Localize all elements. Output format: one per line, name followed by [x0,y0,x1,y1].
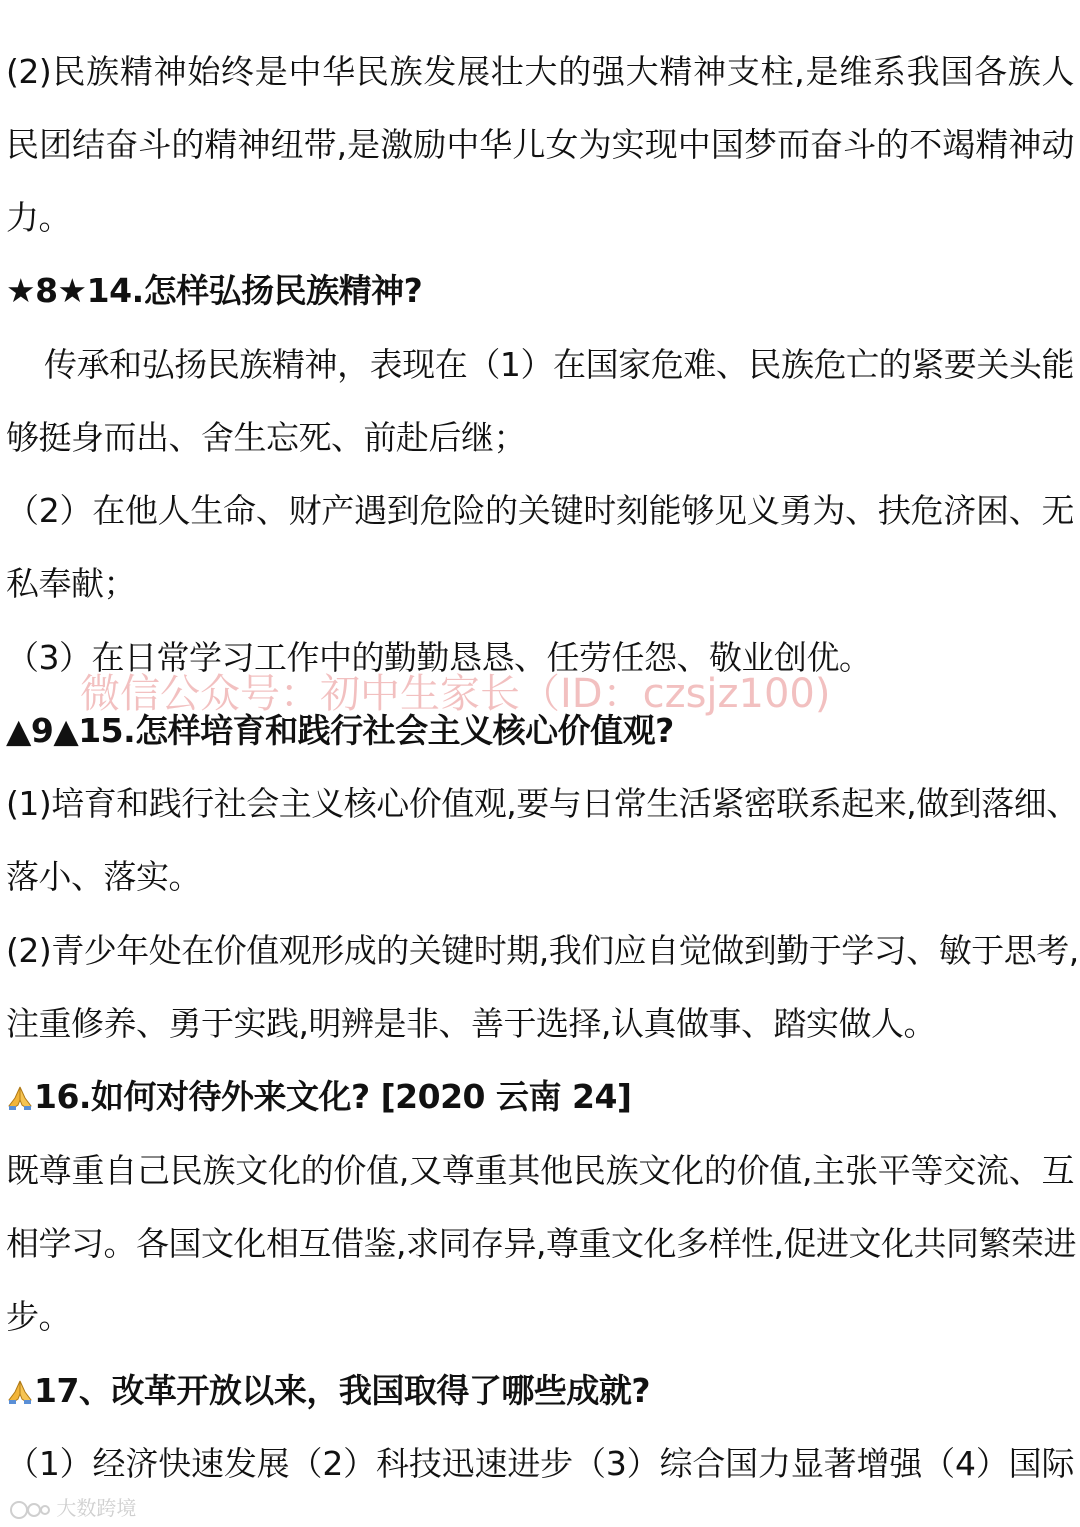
paragraph-line: 步。 [6,1297,71,1336]
paragraph-line: （1）经济快速发展（2）科技迅速进步（3）综合国力显著增强（4）国际 [6,1444,1074,1483]
heading-q17-text: 17、改革开放以来，我国取得了哪些成就? [34,1371,651,1410]
heading-q14 [6,271,1074,311]
paragraph-line: (1)培育和践行社会主义核心价值观,要与日常生活紧密联系起来,做到落细、 [6,784,1079,823]
footer-watermark-logo [10,1495,136,1521]
heading-q16 [6,1077,1074,1117]
paragraph-line: 相学习。各国文化相互借鉴,求同存异,尊重文化多样性,促进文化共同繁荣进 [6,1224,1076,1263]
paragraph-line: 够挺身而出、舍生忘死、前赴后继； [6,418,526,457]
heading-q15 [6,711,1074,751]
triangle-marker: ▲9▲ [6,711,79,750]
paragraph-line: 民团结奋斗的精神纽带,是激励中华儿女为实现中国梦而奋斗的不竭精神动 [6,125,1074,164]
footer-logo-text: 大数跨境 [56,1496,137,1520]
paragraph-line: 落小、落实。 [6,857,201,896]
paragraph-line: 注重修养、勇于实践,明辨是非、善于选择,认真做事、踏实做人。 [6,1004,936,1043]
paragraph-line: 既尊重自己民族文化的价值,又尊重其他民族文化的价值,主张平等交流、互 [6,1151,1074,1190]
paragraph-line: （3）在日常学习工作中的勤勤恳恳、任劳任怨、敬业创优。 [6,638,872,677]
paragraph-line: （2）在他人生命、财产遇到危险的关键时刻能够见义勇为、扶危济困、无 [6,491,1074,530]
paragraph-line: 力。 [6,198,71,237]
heading-q15-text: 15.怎样培育和践行社会主义核心价值观? [78,711,674,750]
paragraph-line-text: 传承和弘扬民族精神，表现在（1）在国家危难、民族危亡的紧要关头能 [34,345,1074,384]
paragraph-line: 私奉献； [6,564,136,603]
paragraph-line [6,345,1074,385]
paragraph-line: (2)民族精神始终是中华民族发展壮大的强大精神支柱,是维系我国各族人 [6,52,1074,91]
paragraph-line: (2)青少年处在价值观形成的关键时期,我们应自觉做到勤于学习、敏于思考, [6,931,1079,970]
praying-hands-icon [6,1378,34,1406]
star-marker: ★8★ [6,271,87,310]
watermark-text: 微信公众号：初中生家长（ID：czsjz100) [80,671,831,717]
heading-q17 [6,1371,1074,1411]
heading-q16-text: 16.如何对待外来文化? [2020 云南 24] [34,1077,632,1116]
heading-q14-text: 14.怎样弘扬民族精神? [86,271,423,310]
logo-icon [10,1499,50,1521]
praying-hands-icon [6,1084,34,1112]
